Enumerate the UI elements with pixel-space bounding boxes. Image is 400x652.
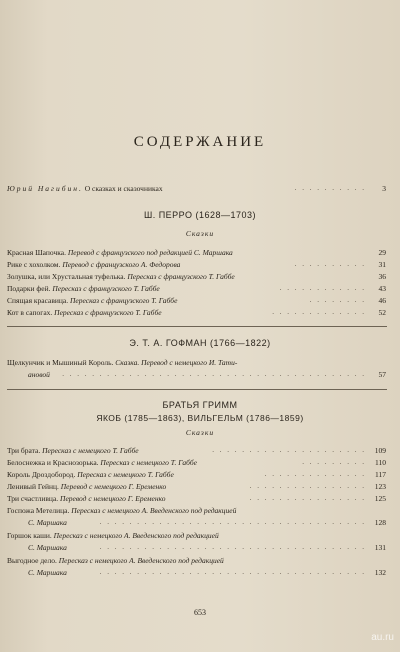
- entry-translator: Пересказ с немецкого А. Введенского под редакцией: [58, 556, 224, 565]
- leader-dots: . . . . . . . . . . . .: [279, 284, 366, 292]
- entry-page: 29: [378, 248, 386, 257]
- entry-title: Подарки фей.: [7, 284, 51, 293]
- entry-translator: Пересказ с немецкого Т. Габбе: [100, 458, 197, 467]
- entry-page: 57: [378, 370, 386, 379]
- entry-translator: Пересказ с немецкого А. Введенского под редакцией: [53, 531, 219, 540]
- entry-title: Щелкунчик и Мышиный Король.: [7, 358, 114, 367]
- leader-dots: . . . . . . . . . .: [294, 260, 366, 268]
- entry-page: 52: [378, 308, 386, 317]
- entry-page: 3: [382, 184, 386, 193]
- entry-title: Спящая красавица.: [7, 296, 69, 305]
- entry-title: Ленивый Гейнц.: [7, 482, 59, 491]
- entry-page: 43: [378, 284, 386, 293]
- leader-dots: . . . . . . . . . . . . . . . . . . . . .: [212, 446, 366, 454]
- entry-translator: Перевод с немецкого Г. Еременко: [60, 482, 167, 491]
- entry-title: Выгодное дело.: [7, 556, 57, 565]
- entry-author: Юрий Нагибин.: [7, 184, 83, 193]
- entry-title: Три счастливца.: [7, 494, 59, 503]
- entry-translator: Пересказ с немецкого А. Введенского под редакцией: [71, 506, 237, 515]
- leader-dots: . . . . . . . .: [309, 296, 366, 304]
- entry-page: 128: [374, 518, 386, 527]
- section-subheading-perrault: Сказки: [185, 229, 215, 238]
- entry-title: Рике с хохолком.: [7, 260, 61, 269]
- entry-title: Горшок каши.: [7, 531, 52, 540]
- entry-page: 125: [374, 494, 386, 503]
- entry-title: Госпожа Метелица.: [7, 506, 70, 515]
- leader-dots: . . . . . . . . . . . . . . . . . . . . . . . . . . . . . . . . . . . .: [99, 543, 366, 551]
- entry-translator: Перевод с немецкого Г. Еременко: [60, 494, 166, 503]
- entry-title: О сказках и сказочниках: [84, 184, 163, 193]
- entry-translator: Пересказ с немецкого Т. Габбе: [77, 470, 174, 479]
- leader-dots: . . . . . . . . . .: [294, 184, 366, 192]
- section-heading-grimm: БРАТЬЯ ГРИММ: [162, 400, 238, 410]
- entry-translator: Пересказ с французского Т. Габбе: [52, 284, 160, 293]
- entry-page: 132: [374, 568, 386, 577]
- entry-title: Красная Шапочка.: [7, 248, 66, 257]
- entry-translator-continuation: С. Маршака: [28, 568, 67, 577]
- entry-translator-continuation: ановой: [28, 370, 50, 379]
- entry-translator: Пересказ с французского Т. Габбе: [70, 296, 178, 305]
- section-heading-grimm-dates: ЯКОБ (1785—1863), ВИЛЬГЕЛЬМ (1786—1859): [96, 413, 304, 423]
- entry-translator: Перевод с французского под редакцией С. Маршака: [67, 248, 233, 257]
- entry-page: 123: [374, 482, 386, 491]
- entry-title: Золушка, или Хрустальная туфелька.: [7, 272, 126, 281]
- entry-title: Белоснежка и Краснозорька.: [7, 458, 99, 467]
- entry-translator-continuation: С. Маршака: [28, 543, 67, 552]
- entry-page: 117: [375, 470, 386, 479]
- page-title: СОДЕРЖАНИЕ: [133, 134, 267, 150]
- leader-dots: . . . . . . . . . . . . . . . .: [249, 482, 366, 490]
- entry-page: 109: [374, 446, 386, 455]
- entry-page: 131: [374, 543, 386, 552]
- leader-dots: . . . . . . . . . . . . . . . . . . . . . . . . . . . . . . . . . . . . . . . . .: [62, 370, 366, 378]
- section-heading-hoffmann: Э. Т. А. ГОФМАН (1766—1822): [129, 338, 271, 348]
- section-subheading-grimm: Сказки: [185, 428, 215, 437]
- section-heading-perrault: Ш. ПЕРРО (1628—1703): [143, 210, 257, 220]
- entry-title: Король Дроздобород.: [7, 470, 76, 479]
- entry-page: 110: [375, 458, 386, 467]
- leader-dots: . . . . . . . . .: [302, 458, 366, 466]
- section-divider: [7, 326, 387, 327]
- entry-page: 36: [378, 272, 386, 281]
- entry-page: 46: [378, 296, 386, 305]
- entry-translator: Пересказ с немецкого Т. Габбе: [42, 446, 139, 455]
- entry-translator-continuation: С. Маршака: [28, 518, 67, 527]
- watermark: au.ru: [371, 632, 394, 643]
- entry-translator: Пересказ с французского Т. Габбе: [54, 308, 162, 317]
- entry-translator: Сказка. Перевод с немецкого И. Тати-: [115, 358, 238, 367]
- entry-page: 31: [378, 260, 386, 269]
- leader-dots: . . . . . . . . . . . . . . . . . . . . . . . . . . . . . . . . . . . .: [99, 518, 366, 526]
- section-divider: [7, 389, 387, 390]
- entry-translator: Пересказ с французского Т. Габбе: [127, 272, 235, 281]
- entry-title: Кот в сапогах.: [7, 308, 53, 317]
- leader-dots: . . . . . . . . . . . . .: [272, 308, 366, 316]
- entry-title: Три брата.: [7, 446, 41, 455]
- page-number: 653: [194, 608, 206, 617]
- leader-dots: . . . . . . . . . . . . . .: [264, 470, 366, 478]
- leader-dots: . . . . . . . . . . . . . . . . . . . . . . . . . . . . . . . . . . . .: [99, 568, 366, 576]
- entry-translator: Перевод с французского А. Федорова: [62, 260, 181, 269]
- leader-dots: . . . . . . . . . . . . . . . .: [249, 494, 366, 502]
